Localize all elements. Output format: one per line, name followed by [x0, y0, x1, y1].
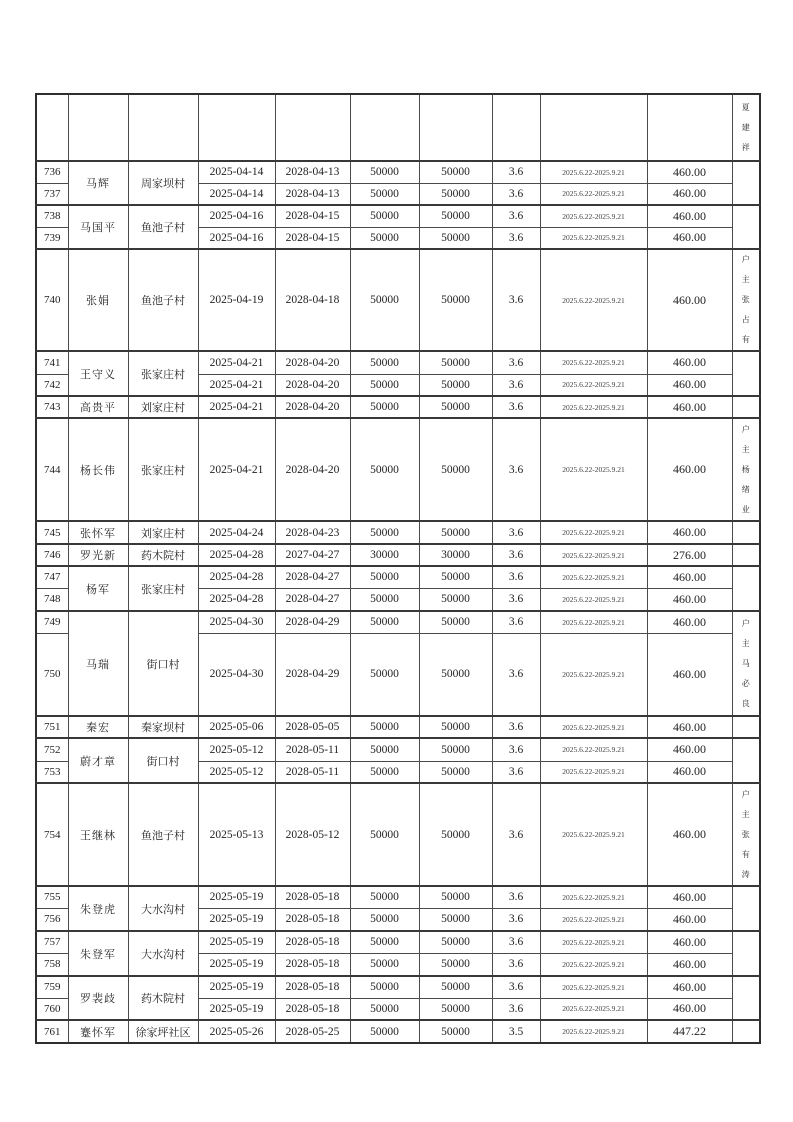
balance-cell: 30000: [419, 544, 492, 566]
rate-cell: [492, 94, 540, 161]
name-cell: 马瑞: [68, 611, 128, 716]
balance-cell: 50000: [419, 738, 492, 761]
interest-period-cell: 2025.6.22-2025.9.21: [540, 611, 647, 633]
amount-cell: 50000: [350, 931, 419, 953]
balance-cell: 50000: [419, 783, 492, 886]
balance-cell: 50000: [419, 227, 492, 249]
remark-cell: [732, 611, 760, 716]
maturity-date-cell: 2028-05-18: [275, 886, 350, 908]
maturity-date-cell: 2028-05-18: [275, 931, 350, 953]
loan-date-cell: 2025-04-28: [198, 544, 275, 566]
rate-cell: 3.6: [492, 998, 540, 1020]
loan-date-cell: 2025-04-14: [198, 161, 275, 183]
remark-cell: [732, 886, 760, 931]
rate-cell: 3.6: [492, 566, 540, 588]
village-cell: 药木院村: [128, 976, 198, 1020]
interest-period-cell: 2025.6.22-2025.9.21: [540, 161, 647, 183]
seq-cell: 752: [36, 738, 68, 761]
interest-cell: 460.00: [647, 374, 732, 396]
seq-cell: 758: [36, 953, 68, 976]
balance-cell: 50000: [419, 205, 492, 227]
remark-cell: [732, 931, 760, 976]
interest-cell: 460.00: [647, 227, 732, 249]
maturity-date-cell: 2028-05-12: [275, 783, 350, 886]
seq-cell: 746: [36, 544, 68, 566]
table-row: [36, 521, 760, 544]
village-cell: 大水沟村: [128, 931, 198, 976]
interest-cell: 460.00: [647, 783, 732, 886]
name-cell: 杨军: [68, 566, 128, 611]
amount-cell: 50000: [350, 886, 419, 908]
seq-cell: 745: [36, 521, 68, 544]
amount-cell: 50000: [350, 976, 419, 998]
village-cell: 鱼池子村: [128, 205, 198, 249]
loan-date-cell: 2025-04-21: [198, 418, 275, 521]
maturity-date-cell: 2028-04-18: [275, 249, 350, 351]
remark-cell: [732, 738, 760, 783]
interest-period-cell: 2025.6.22-2025.9.21: [540, 418, 647, 521]
seq-cell: 737: [36, 183, 68, 205]
maturity-date-cell: 2028-04-27: [275, 588, 350, 611]
interest-period-cell: 2025.6.22-2025.9.21: [540, 761, 647, 783]
balance-cell: 50000: [419, 521, 492, 544]
loan-table-body: [36, 94, 760, 1043]
rate-cell: 3.6: [492, 249, 540, 351]
balance-cell: 50000: [419, 761, 492, 783]
interest-cell: 460.00: [647, 931, 732, 953]
interest-period-cell: 2025.6.22-2025.9.21: [540, 1020, 647, 1043]
interest-period-cell: 2025.6.22-2025.9.21: [540, 521, 647, 544]
interest-cell: 460.00: [647, 351, 732, 374]
interest-period-cell: 2025.6.22-2025.9.21: [540, 886, 647, 908]
remark-cell: [732, 396, 760, 418]
interest-period-cell: 2025.6.22-2025.9.21: [540, 374, 647, 396]
village-cell: 张家庄村: [128, 418, 198, 521]
village-cell: 鱼池子村: [128, 249, 198, 351]
rate-cell: 3.6: [492, 611, 540, 633]
rate-cell: 3.6: [492, 976, 540, 998]
name-cell: 罗裴歧: [68, 976, 128, 1020]
loan-date-cell: 2025-05-19: [198, 886, 275, 908]
remark-vertical-text: 户 主 张 占 有: [741, 255, 750, 344]
interest-period-cell: 2025.6.22-2025.9.21: [540, 998, 647, 1020]
name-cell: 张怀军: [68, 521, 128, 544]
seq-cell: 755: [36, 886, 68, 908]
table-row: [36, 161, 760, 183]
interest-period-cell: 2025.6.22-2025.9.21: [540, 931, 647, 953]
balance-cell: 50000: [419, 611, 492, 633]
seq-cell: 761: [36, 1020, 68, 1043]
maturity-date-cell: 2028-05-18: [275, 953, 350, 976]
maturity-date-cell: 2028-05-18: [275, 976, 350, 998]
interest-cell: 460.00: [647, 183, 732, 205]
maturity-date-cell: 2028-04-23: [275, 521, 350, 544]
seq-cell: 739: [36, 227, 68, 249]
loan-date-cell: 2025-05-06: [198, 716, 275, 738]
table-row: [36, 418, 760, 521]
name-cell: 蹇怀军: [68, 1020, 128, 1043]
loan-date-cell: 2025-05-19: [198, 908, 275, 931]
loan-date-cell: 2025-04-21: [198, 351, 275, 374]
carryover-row: [36, 94, 760, 161]
remark-cell: [732, 544, 760, 566]
remark-cell: [732, 716, 760, 738]
amount-cell: 50000: [350, 633, 419, 716]
amount-cell: 50000: [350, 908, 419, 931]
remark-vertical-text: 户 主 杨 绪 业: [741, 424, 750, 514]
amount-cell: 50000: [350, 183, 419, 205]
interest-period-cell: 2025.6.22-2025.9.21: [540, 249, 647, 351]
remark-cell: [732, 351, 760, 396]
maturity-date-cell: 2028-05-11: [275, 738, 350, 761]
amount-cell: [350, 94, 419, 161]
name-cell: 秦宏: [68, 716, 128, 738]
seq-cell: 747: [36, 566, 68, 588]
table-row: [36, 566, 760, 588]
balance-cell: 50000: [419, 183, 492, 205]
loan-date-cell: 2025-04-30: [198, 633, 275, 716]
balance-cell: [419, 94, 492, 161]
seq-cell: 757: [36, 931, 68, 953]
interest-period-cell: 2025.6.22-2025.9.21: [540, 227, 647, 249]
loan-date-cell: 2025-05-12: [198, 761, 275, 783]
amount-cell: 50000: [350, 374, 419, 396]
maturity-date-cell: 2028-04-20: [275, 396, 350, 418]
loan-date-cell: 2025-05-26: [198, 1020, 275, 1043]
interest-cell: 460.00: [647, 976, 732, 998]
rate-cell: 3.6: [492, 396, 540, 418]
village-cell: 张家庄村: [128, 566, 198, 611]
amount-cell: 50000: [350, 566, 419, 588]
remark-cell: [732, 1020, 760, 1043]
remark-vertical-text: 户 主 张 有 涛: [741, 789, 750, 879]
balance-cell: 50000: [419, 161, 492, 183]
maturity-date-cell: 2028-05-18: [275, 908, 350, 931]
amount-cell: 50000: [350, 1020, 419, 1043]
rate-cell: 3.6: [492, 633, 540, 716]
table-row: [36, 716, 760, 738]
maturity-date-cell: 2028-04-13: [275, 161, 350, 183]
interest-cell: 460.00: [647, 249, 732, 351]
remark-vertical-text: 户 主 马 必 良: [741, 618, 750, 708]
name-cell: 张娟: [68, 249, 128, 351]
loan-date-cell: 2025-04-16: [198, 227, 275, 249]
rate-cell: 3.6: [492, 953, 540, 976]
table-row: [36, 1020, 760, 1043]
seq-cell: 753: [36, 761, 68, 783]
interest-period-cell: 2025.6.22-2025.9.21: [540, 566, 647, 588]
amount-cell: 50000: [350, 738, 419, 761]
interest-cell: 460.00: [647, 953, 732, 976]
maturity-date-cell: 2028-04-29: [275, 611, 350, 633]
loan-date-cell: 2025-04-21: [198, 396, 275, 418]
balance-cell: 50000: [419, 716, 492, 738]
village-cell: 鱼池子村: [128, 783, 198, 886]
loan-date-cell: 2025-04-21: [198, 374, 275, 396]
amount-cell: 50000: [350, 611, 419, 633]
balance-cell: 50000: [419, 976, 492, 998]
interest-period-cell: 2025.6.22-2025.9.21: [540, 183, 647, 205]
rate-cell: 3.6: [492, 783, 540, 886]
interest-period-cell: 2025.6.22-2025.9.21: [540, 953, 647, 976]
maturity-date-cell: 2028-05-11: [275, 761, 350, 783]
table-row: [36, 544, 760, 566]
interest-cell: 460.00: [647, 611, 732, 633]
interest-cell: 460.00: [647, 396, 732, 418]
loan-date-cell: 2025-04-19: [198, 249, 275, 351]
interest-cell: [647, 94, 732, 161]
interest-period-cell: 2025.6.22-2025.9.21: [540, 544, 647, 566]
seq-cell: 749: [36, 611, 68, 633]
table-row: [36, 738, 760, 761]
loan-date-cell: 2025-04-30: [198, 611, 275, 633]
loan-date-cell: 2025-04-28: [198, 566, 275, 588]
rate-cell: 3.6: [492, 374, 540, 396]
remark-cell: [732, 976, 760, 1020]
balance-cell: 50000: [419, 374, 492, 396]
rate-cell: 3.6: [492, 931, 540, 953]
name-cell: 罗光新: [68, 544, 128, 566]
table-row: [36, 931, 760, 953]
balance-cell: 50000: [419, 588, 492, 611]
maturity-date-cell: 2028-04-20: [275, 418, 350, 521]
name-cell: 马辉: [68, 161, 128, 205]
village-cell: 徐家坪社区: [128, 1020, 198, 1043]
remark-vertical-text: 夏 建 祥: [741, 102, 750, 152]
rate-cell: 3.6: [492, 544, 540, 566]
interest-cell: 460.00: [647, 633, 732, 716]
amount-cell: 50000: [350, 418, 419, 521]
remark-cell: [732, 566, 760, 611]
village-cell: 大水沟村: [128, 886, 198, 931]
loan-date-cell: 2025-04-24: [198, 521, 275, 544]
table-row: [36, 783, 760, 886]
rate-cell: 3.6: [492, 418, 540, 521]
interest-cell: 460.00: [647, 908, 732, 931]
table-row: [36, 886, 760, 908]
remark-cell: [732, 521, 760, 544]
rate-cell: 3.6: [492, 886, 540, 908]
loan-date-cell: 2025-05-19: [198, 953, 275, 976]
balance-cell: 50000: [419, 998, 492, 1020]
amount-cell: 50000: [350, 761, 419, 783]
loan-date-cell: 2025-05-13: [198, 783, 275, 886]
name-cell: 王守义: [68, 351, 128, 396]
remark-cell: [732, 783, 760, 886]
seq-cell: 744: [36, 418, 68, 521]
loan-date-cell: 2025-05-19: [198, 931, 275, 953]
amount-cell: 50000: [350, 998, 419, 1020]
amount-cell: 50000: [350, 953, 419, 976]
rate-cell: 3.6: [492, 351, 540, 374]
name-cell: 朱登军: [68, 931, 128, 976]
name-cell: 朱登虎: [68, 886, 128, 931]
interest-cell: 460.00: [647, 588, 732, 611]
remark-cell: [732, 249, 760, 351]
amount-cell: 50000: [350, 588, 419, 611]
maturity-date-cell: [275, 94, 350, 161]
name-cell: 马国平: [68, 205, 128, 249]
amount-cell: 30000: [350, 544, 419, 566]
village-cell: 刘家庄村: [128, 521, 198, 544]
name-cell: 杨长伟: [68, 418, 128, 521]
interest-cell: 460.00: [647, 566, 732, 588]
interest-cell: 447.22: [647, 1020, 732, 1043]
interest-cell: 460.00: [647, 886, 732, 908]
interest-period-cell: 2025.6.22-2025.9.21: [540, 738, 647, 761]
village-cell: 街口村: [128, 611, 198, 716]
maturity-date-cell: 2028-04-29: [275, 633, 350, 716]
loan-date-cell: 2025-04-14: [198, 183, 275, 205]
rate-cell: 3.6: [492, 205, 540, 227]
interest-cell: 460.00: [647, 521, 732, 544]
maturity-date-cell: 2027-04-27: [275, 544, 350, 566]
interest-cell: 460.00: [647, 761, 732, 783]
seq-cell: 741: [36, 351, 68, 374]
rate-cell: 3.6: [492, 588, 540, 611]
balance-cell: 50000: [419, 351, 492, 374]
remark-cell: [732, 94, 760, 161]
village-cell: 药木院村: [128, 544, 198, 566]
maturity-date-cell: 2028-05-25: [275, 1020, 350, 1043]
seq-cell: 751: [36, 716, 68, 738]
name-cell: 蔚才章: [68, 738, 128, 783]
remark-cell: [732, 418, 760, 521]
table-row: [36, 976, 760, 998]
rate-cell: 3.6: [492, 908, 540, 931]
interest-cell: 460.00: [647, 716, 732, 738]
village-cell: 张家庄村: [128, 351, 198, 396]
seq-cell: 748: [36, 588, 68, 611]
amount-cell: 50000: [350, 396, 419, 418]
seq-cell: 754: [36, 783, 68, 886]
interest-cell: 460.00: [647, 738, 732, 761]
name-cell: 高贵平: [68, 396, 128, 418]
village-cell: [128, 94, 198, 161]
loan-date-cell: 2025-05-19: [198, 976, 275, 998]
table-row: [36, 351, 760, 374]
maturity-date-cell: 2028-04-20: [275, 351, 350, 374]
interest-period-cell: 2025.6.22-2025.9.21: [540, 908, 647, 931]
seq-cell: 759: [36, 976, 68, 998]
balance-cell: 50000: [419, 418, 492, 521]
name-cell: [68, 94, 128, 161]
village-cell: 街口村: [128, 738, 198, 783]
seq-cell: 742: [36, 374, 68, 396]
rate-cell: 3.6: [492, 227, 540, 249]
table-row: [36, 205, 760, 227]
amount-cell: 50000: [350, 161, 419, 183]
balance-cell: 50000: [419, 633, 492, 716]
balance-cell: 50000: [419, 931, 492, 953]
loan-date-cell: 2025-04-28: [198, 588, 275, 611]
interest-period-cell: 2025.6.22-2025.9.21: [540, 976, 647, 998]
amount-cell: 50000: [350, 249, 419, 351]
seq-cell: 760: [36, 998, 68, 1020]
table-row: [36, 611, 760, 633]
interest-cell: 460.00: [647, 161, 732, 183]
table-row: [36, 396, 760, 418]
loan-date-cell: [198, 94, 275, 161]
interest-period-cell: 2025.6.22-2025.9.21: [540, 783, 647, 886]
remark-cell: [732, 161, 760, 205]
maturity-date-cell: 2028-04-13: [275, 183, 350, 205]
amount-cell: 50000: [350, 227, 419, 249]
maturity-date-cell: 2028-05-18: [275, 998, 350, 1020]
amount-cell: 50000: [350, 521, 419, 544]
maturity-date-cell: 2028-04-15: [275, 205, 350, 227]
balance-cell: 50000: [419, 566, 492, 588]
balance-cell: 50000: [419, 1020, 492, 1043]
seq-cell: 750: [36, 633, 68, 716]
interest-period-cell: 2025.6.22-2025.9.21: [540, 588, 647, 611]
maturity-date-cell: 2028-05-05: [275, 716, 350, 738]
maturity-date-cell: 2028-04-20: [275, 374, 350, 396]
seq-cell: 740: [36, 249, 68, 351]
balance-cell: 50000: [419, 908, 492, 931]
rate-cell: 3.6: [492, 183, 540, 205]
loan-register-table: [35, 93, 761, 1044]
seq-cell: 743: [36, 396, 68, 418]
balance-cell: 50000: [419, 396, 492, 418]
village-cell: 秦家坝村: [128, 716, 198, 738]
amount-cell: 50000: [350, 783, 419, 886]
loan-date-cell: 2025-05-12: [198, 738, 275, 761]
interest-period-cell: [540, 94, 647, 161]
loan-date-cell: 2025-04-16: [198, 205, 275, 227]
interest-cell: 460.00: [647, 998, 732, 1020]
interest-cell: 460.00: [647, 205, 732, 227]
interest-period-cell: 2025.6.22-2025.9.21: [540, 351, 647, 374]
interest-period-cell: 2025.6.22-2025.9.21: [540, 205, 647, 227]
maturity-date-cell: 2028-04-15: [275, 227, 350, 249]
balance-cell: 50000: [419, 886, 492, 908]
rate-cell: 3.6: [492, 521, 540, 544]
amount-cell: 50000: [350, 351, 419, 374]
name-cell: 王继林: [68, 783, 128, 886]
rate-cell: 3.6: [492, 761, 540, 783]
amount-cell: 50000: [350, 205, 419, 227]
rate-cell: 3.6: [492, 716, 540, 738]
rate-cell: 3.6: [492, 738, 540, 761]
maturity-date-cell: 2028-04-27: [275, 566, 350, 588]
loan-date-cell: 2025-05-19: [198, 998, 275, 1020]
village-cell: 刘家庄村: [128, 396, 198, 418]
village-cell: 周家坝村: [128, 161, 198, 205]
amount-cell: 50000: [350, 716, 419, 738]
interest-cell: 276.00: [647, 544, 732, 566]
seq-cell: [36, 94, 68, 161]
table-row: [36, 249, 760, 351]
interest-period-cell: 2025.6.22-2025.9.21: [540, 633, 647, 716]
remark-cell: [732, 205, 760, 249]
seq-cell: 756: [36, 908, 68, 931]
seq-cell: 738: [36, 205, 68, 227]
rate-cell: 3.6: [492, 161, 540, 183]
interest-period-cell: 2025.6.22-2025.9.21: [540, 716, 647, 738]
seq-cell: 736: [36, 161, 68, 183]
interest-period-cell: 2025.6.22-2025.9.21: [540, 396, 647, 418]
rate-cell: 3.5: [492, 1020, 540, 1043]
balance-cell: 50000: [419, 953, 492, 976]
interest-cell: 460.00: [647, 418, 732, 521]
balance-cell: 50000: [419, 249, 492, 351]
